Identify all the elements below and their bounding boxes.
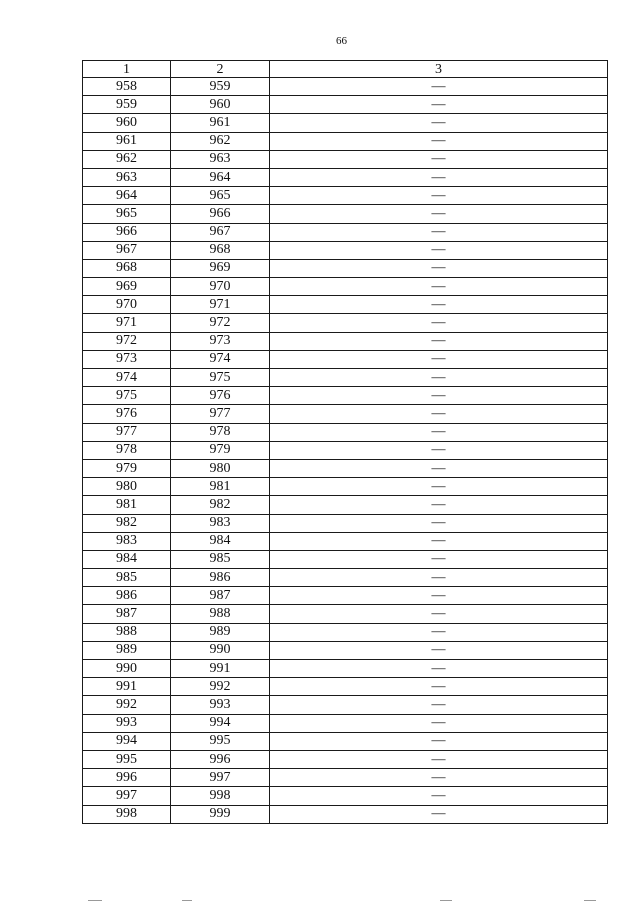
table-cell-col-1: 996	[83, 769, 171, 787]
table-row	[83, 150, 608, 168]
table-cell-col-1: 980	[83, 478, 171, 496]
table-cell-col-1: 985	[83, 569, 171, 587]
table-cell-col-2: 988	[171, 605, 270, 623]
table-cell-col-3: —	[270, 750, 608, 768]
table-cell-col-1: 963	[83, 168, 171, 186]
table-row	[83, 750, 608, 768]
table-cell-col-1: 991	[83, 678, 171, 696]
table-cell-col-2: 986	[171, 569, 270, 587]
table-cell-col-2: 998	[171, 787, 270, 805]
table-cell-col-1: 982	[83, 514, 171, 532]
table-cell-col-2: 972	[171, 314, 270, 332]
table-cell-col-2: 968	[171, 241, 270, 259]
table-cell-col-2: 984	[171, 532, 270, 550]
table-cell-col-2: 974	[171, 350, 270, 368]
table-row	[83, 605, 608, 623]
table-cell-col-3: —	[270, 405, 608, 423]
table-row	[83, 132, 608, 150]
table-cell-col-2: 959	[171, 78, 270, 96]
table-cell-col-2: 990	[171, 641, 270, 659]
table-row	[83, 387, 608, 405]
table-cell-col-2: 976	[171, 387, 270, 405]
table-row	[83, 569, 608, 587]
table-cell-col-2: 973	[171, 332, 270, 350]
table-row	[83, 369, 608, 387]
table-cell-col-1: 964	[83, 187, 171, 205]
table-cell-col-3: —	[270, 641, 608, 659]
table-row	[83, 587, 608, 605]
table-row	[83, 296, 608, 314]
table-cell-col-1: 973	[83, 350, 171, 368]
table-cell-col-3: —	[270, 569, 608, 587]
table-cell-col-2: 979	[171, 441, 270, 459]
table-cell-col-3: —	[270, 532, 608, 550]
table-cell-col-2: 965	[171, 187, 270, 205]
table-cell-col-3: —	[270, 150, 608, 168]
table-cell-col-1: 966	[83, 223, 171, 241]
table-cell-col-3: —	[270, 168, 608, 186]
table-cell-col-2: 995	[171, 732, 270, 750]
table-row	[83, 550, 608, 568]
table-cell-col-1: 959	[83, 96, 171, 114]
table-row	[83, 259, 608, 277]
table-row	[83, 241, 608, 259]
table-row	[83, 78, 608, 96]
table-cell-col-3: —	[270, 732, 608, 750]
table-cell-col-3: —	[270, 132, 608, 150]
table-cell-col-2: 967	[171, 223, 270, 241]
table-cell-col-2: 982	[171, 496, 270, 514]
table-row	[83, 405, 608, 423]
table-row	[83, 769, 608, 787]
table-cell-col-2: 996	[171, 750, 270, 768]
table-cell-col-1: 994	[83, 732, 171, 750]
table-cell-col-3: —	[270, 369, 608, 387]
table-cell-col-2: 999	[171, 805, 270, 823]
table-cell-col-1: 967	[83, 241, 171, 259]
table-row	[83, 223, 608, 241]
table-cell-col-3: —	[270, 787, 608, 805]
table-cell-col-3: —	[270, 587, 608, 605]
table-cell-col-3: —	[270, 805, 608, 823]
table-cell-col-1: 962	[83, 150, 171, 168]
table-cell-col-1: 983	[83, 532, 171, 550]
table-cell-col-2: 991	[171, 660, 270, 678]
table-row	[83, 314, 608, 332]
table-cell-col-1: 993	[83, 714, 171, 732]
table-cell-col-1: 989	[83, 641, 171, 659]
table-row	[83, 332, 608, 350]
table-cell-col-2: 983	[171, 514, 270, 532]
table-cell-col-2: 964	[171, 168, 270, 186]
table-cell-col-1: 965	[83, 205, 171, 223]
table-cell-col-1: 992	[83, 696, 171, 714]
table-cell-col-3: —	[270, 332, 608, 350]
table-row	[83, 187, 608, 205]
table-cell-col-3: —	[270, 696, 608, 714]
table-cell-col-2: 975	[171, 369, 270, 387]
table-cell-col-3: —	[270, 623, 608, 641]
table-cell-col-2: 962	[171, 132, 270, 150]
column-header-2: 2	[171, 61, 270, 78]
table-cell-col-1: 958	[83, 78, 171, 96]
table-row	[83, 696, 608, 714]
table-cell-col-1: 981	[83, 496, 171, 514]
table-header	[83, 61, 608, 78]
table-header-row	[83, 61, 608, 78]
table-cell-col-1: 990	[83, 660, 171, 678]
table-row	[83, 787, 608, 805]
table-cell-col-1: 979	[83, 459, 171, 477]
table-cell-col-3: —	[270, 187, 608, 205]
table-cell-col-1: 977	[83, 423, 171, 441]
table-cell-col-2: 969	[171, 259, 270, 277]
table-cell-col-1: 984	[83, 550, 171, 568]
table-row	[83, 441, 608, 459]
table-cell-col-1: 976	[83, 405, 171, 423]
table-cell-col-3: —	[270, 714, 608, 732]
table-cell-col-3: —	[270, 296, 608, 314]
table-cell-col-2: 960	[171, 96, 270, 114]
table-cell-col-3: —	[270, 96, 608, 114]
table-row	[83, 350, 608, 368]
table-cell-col-2: 963	[171, 150, 270, 168]
table-cell-col-3: —	[270, 314, 608, 332]
table-cell-col-1: 997	[83, 787, 171, 805]
table-body	[83, 78, 608, 824]
column-header-1: 1	[83, 61, 171, 78]
table-cell-col-2: 970	[171, 278, 270, 296]
table-cell-col-3: —	[270, 114, 608, 132]
table-row	[83, 168, 608, 186]
table-cell-col-3: —	[270, 350, 608, 368]
table-cell-col-3: —	[270, 387, 608, 405]
table-cell-col-1: 987	[83, 605, 171, 623]
table-row	[83, 278, 608, 296]
table-cell-col-2: 980	[171, 459, 270, 477]
table-cell-col-3: —	[270, 223, 608, 241]
table-cell-col-1: 988	[83, 623, 171, 641]
table-row	[83, 678, 608, 696]
table-cell-col-1: 960	[83, 114, 171, 132]
table-cell-col-3: —	[270, 78, 608, 96]
table-cell-col-2: 978	[171, 423, 270, 441]
table-row	[83, 714, 608, 732]
table-row	[83, 205, 608, 223]
table-row	[83, 623, 608, 641]
table-cell-col-3: —	[270, 496, 608, 514]
table-cell-col-2: 989	[171, 623, 270, 641]
table-row	[83, 514, 608, 532]
table-cell-col-2: 977	[171, 405, 270, 423]
table-row	[83, 459, 608, 477]
table-row	[83, 496, 608, 514]
table-cell-col-3: —	[270, 205, 608, 223]
table-cell-col-3: —	[270, 478, 608, 496]
table-cell-col-2: 993	[171, 696, 270, 714]
table-row	[83, 478, 608, 496]
table-cell-col-2: 981	[171, 478, 270, 496]
table-cell-col-2: 985	[171, 550, 270, 568]
table-row	[83, 96, 608, 114]
table-cell-col-2: 994	[171, 714, 270, 732]
table-cell-col-3: —	[270, 259, 608, 277]
table-cell-col-2: 987	[171, 587, 270, 605]
table-cell-col-1: 961	[83, 132, 171, 150]
table-cell-col-3: —	[270, 241, 608, 259]
table-row	[83, 423, 608, 441]
table-cell-col-1: 971	[83, 314, 171, 332]
table-cell-col-1: 995	[83, 750, 171, 768]
table-cell-col-3: —	[270, 550, 608, 568]
table-cell-col-3: —	[270, 769, 608, 787]
table-row	[83, 532, 608, 550]
table-cell-col-1: 969	[83, 278, 171, 296]
table-cell-col-1: 970	[83, 296, 171, 314]
table-cell-col-3: —	[270, 514, 608, 532]
table-cell-col-1: 972	[83, 332, 171, 350]
table-cell-col-3: —	[270, 459, 608, 477]
table-cell-col-2: 971	[171, 296, 270, 314]
table-cell-col-3: —	[270, 678, 608, 696]
table-row	[83, 114, 608, 132]
table-cell-col-3: —	[270, 423, 608, 441]
table-row	[83, 641, 608, 659]
table-cell-col-1: 998	[83, 805, 171, 823]
data-table	[82, 60, 608, 824]
scan-footer-marks	[0, 898, 640, 902]
table-cell-col-1: 986	[83, 587, 171, 605]
table-cell-col-3: —	[270, 278, 608, 296]
table-row	[83, 732, 608, 750]
table-cell-col-3: —	[270, 441, 608, 459]
table-cell-col-3: —	[270, 605, 608, 623]
table-cell-col-1: 968	[83, 259, 171, 277]
table-cell-col-2: 961	[171, 114, 270, 132]
table-cell-col-2: 992	[171, 678, 270, 696]
column-header-3: 3	[270, 61, 608, 78]
table-row	[83, 805, 608, 823]
table-cell-col-1: 975	[83, 387, 171, 405]
table-cell-col-1: 978	[83, 441, 171, 459]
table-row	[83, 660, 608, 678]
table-cell-col-2: 966	[171, 205, 270, 223]
page-number: 66	[336, 35, 347, 47]
table-cell-col-3: —	[270, 660, 608, 678]
table-cell-col-1: 974	[83, 369, 171, 387]
table-cell-col-2: 997	[171, 769, 270, 787]
